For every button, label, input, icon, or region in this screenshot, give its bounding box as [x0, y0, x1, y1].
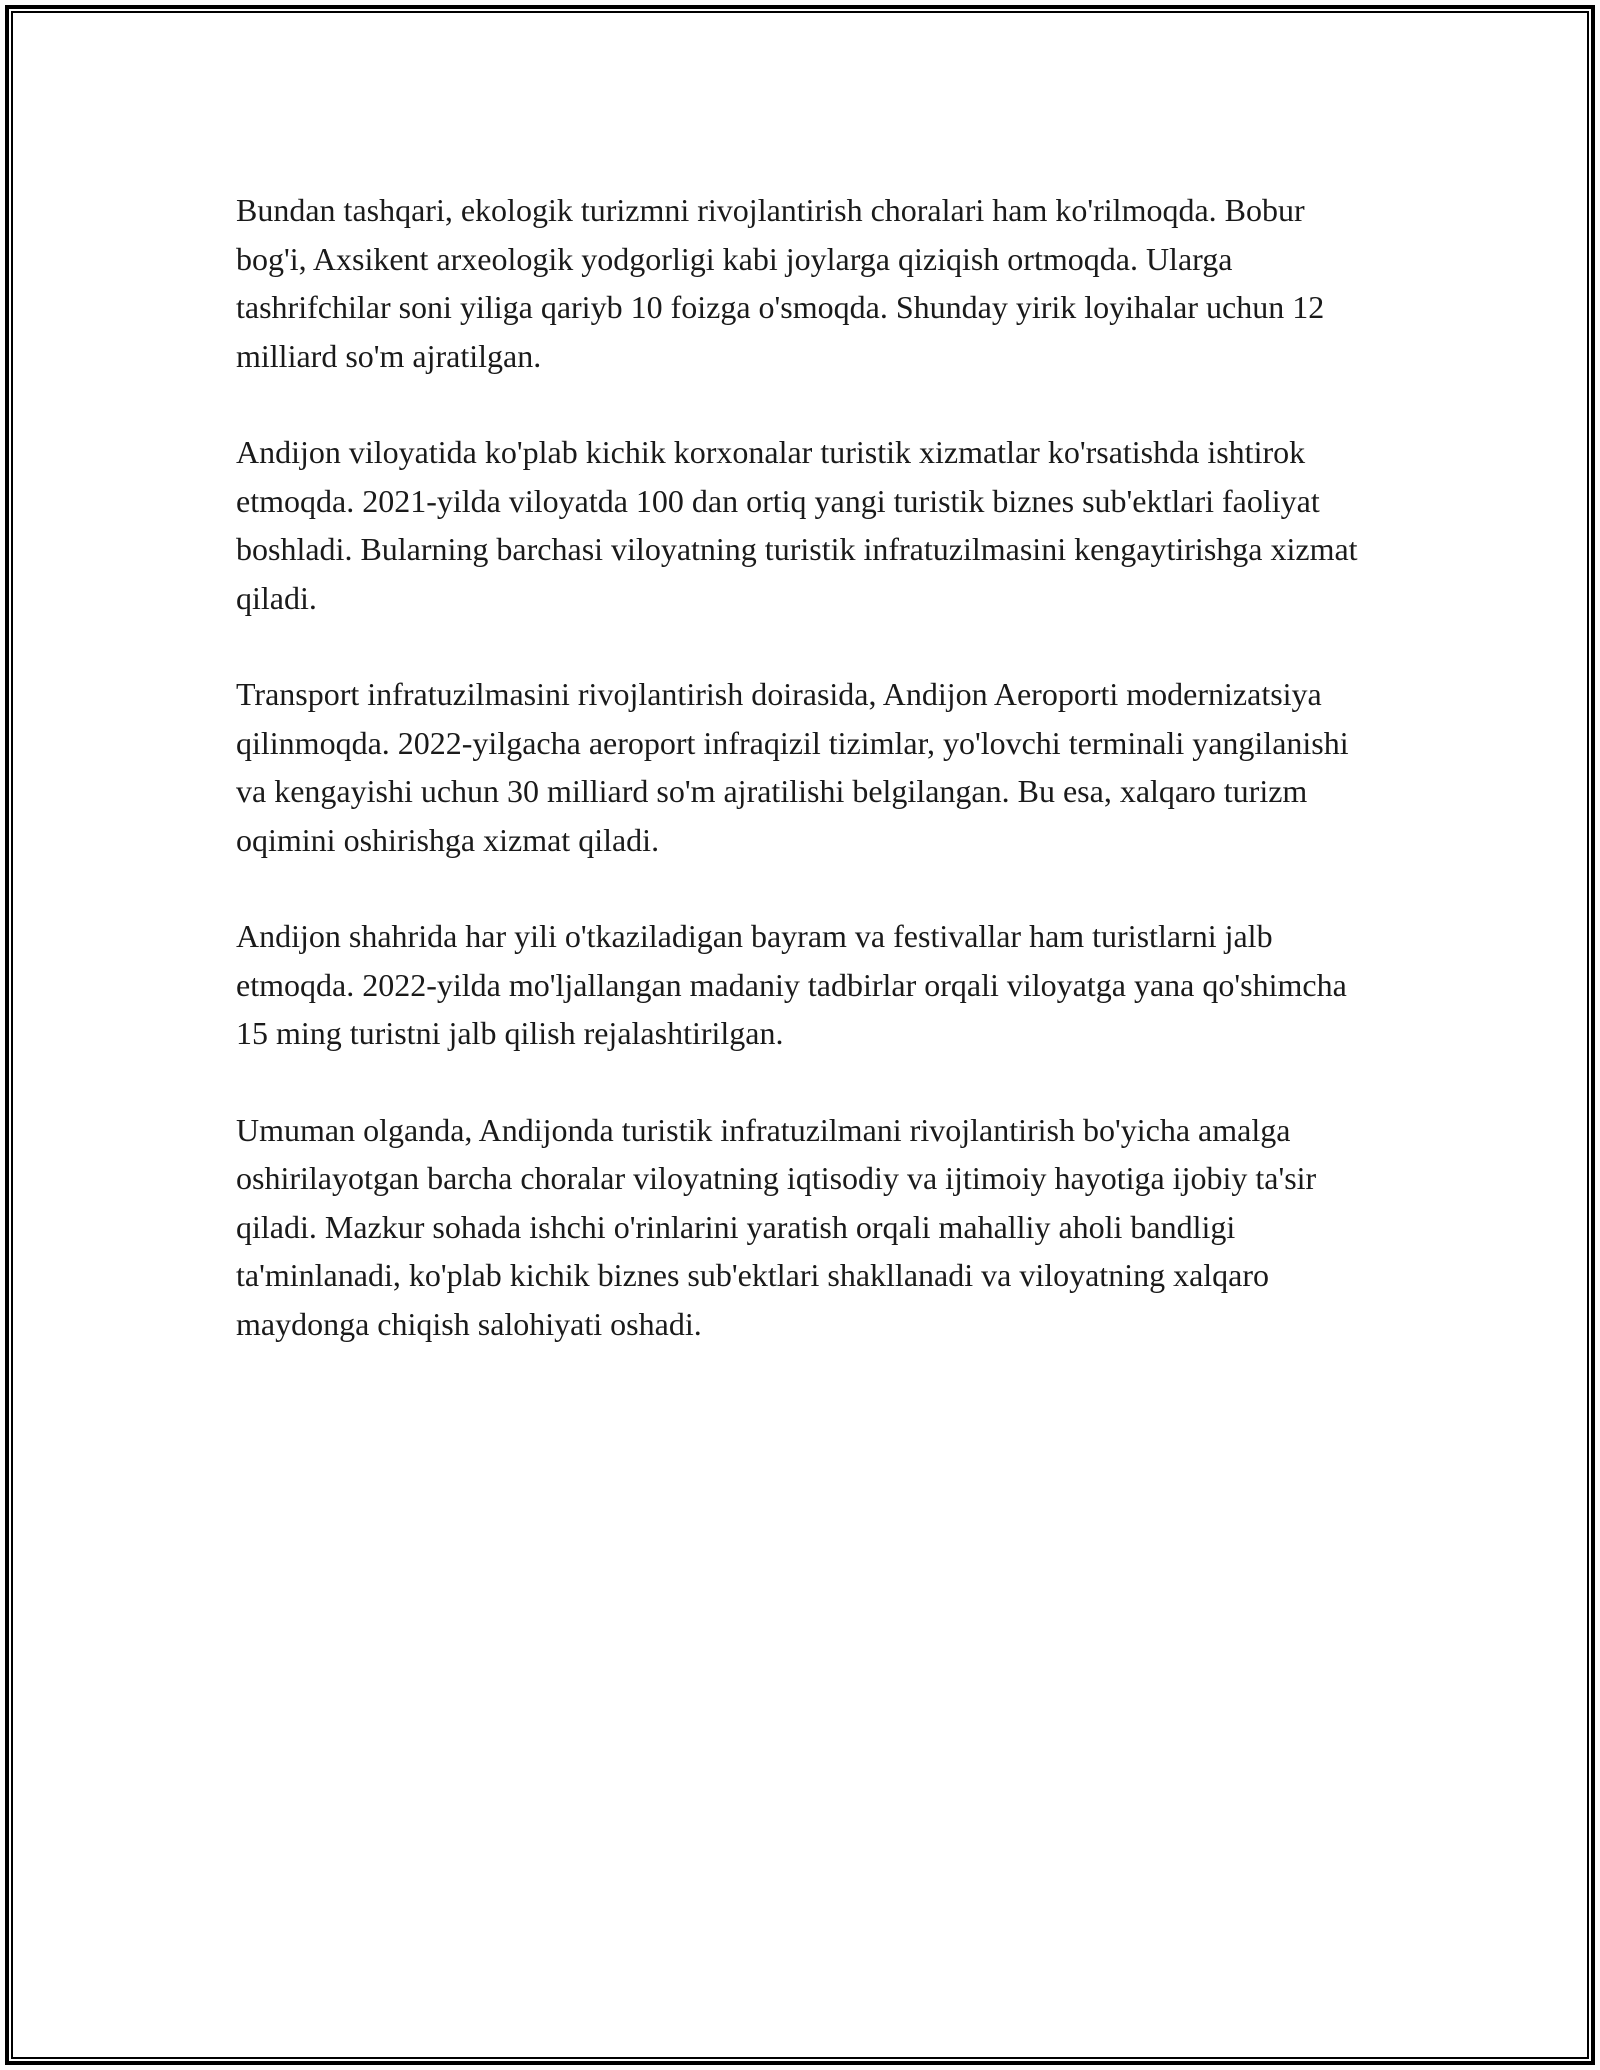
- paragraph-conclusion: Umuman olganda, Andijonda turistik infratuzilmani rivojlantirish bo'yicha amalga oshirilayotgan barcha choralar viloyatning iqtisodiy va ijtimoiy hayotiga ijobiy ta'sir qiladi. Mazkur sohada ishchi o'rinlarini yaratish orqali mahalliy aholi bandligi ta'minlanadi, ko'plab kichik biznes sub'ektlari shakllanadi va viloyatning xalqaro maydonga chiqish salohiyati oshadi.: [236, 1111, 1317, 1342]
- paragraph-small-businesses: Andijon viloyatida ko'plab kichik korxonalar turistik xizmatlar ko'rsatishda ishtirok etmoqda. 2021-yilda viloyatda 100 dan ortiq yangi turistik biznes sub'ektlari faoliyat boshladi. Bularning barchasi viloyatning turistik infratuzilmasini kengaytirishga xizmat qiladi.: [236, 434, 1358, 616]
- document-body: [236, 186, 1366, 1396]
- paragraph-festivals: Andijon shahrida har yili o'tkaziladigan bayram va festivallar ham turistlarni jalb etmoqda. 2022-yilda mo'ljallangan madaniy tadbirlar orqali viloyatga yana qo'shimcha 15 ming turistni jalb qilish rejalashtirilgan.: [236, 918, 1347, 1051]
- paragraph-transport-airport: Transport infratuzilmasini rivojlantirish doirasida, Andijon Aeroporti modernizatsiya qilinmoqda. 2022-yilgacha aeroport infraqizil tizimlar, yo'lovchi terminali yangilanishi va kengayishi uchun 30 milliard so'm ajratilishi belgilangan. Bu esa, xalqaro turizm oqimini oshirishga xizmat qiladi.: [236, 676, 1349, 858]
- paragraph-ecotourism: Bundan tashqari, ekologik turizmni rivojlantirish choralari ham ko'rilmoqda. Bobur bog'i, Axsikent arxeologik yodgorligi kabi joylarga qiziqish ortmoqda. Ularga tashrifchilar soni yiliga qariyb 10 foizga o'smoqda. Shunday yirik loyihalar uchun 12 milliard so'm ajratilgan.: [236, 192, 1325, 374]
